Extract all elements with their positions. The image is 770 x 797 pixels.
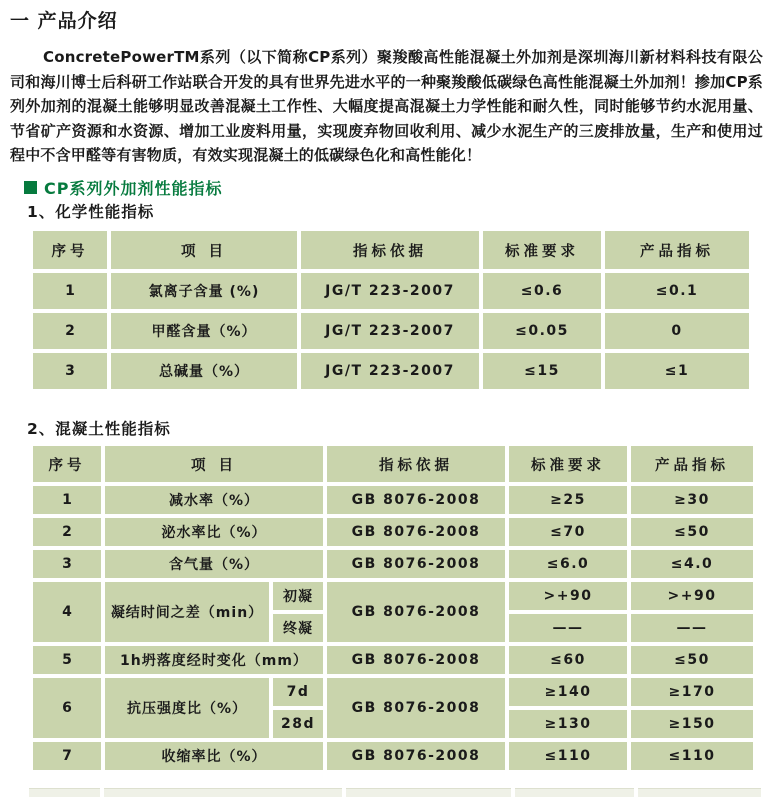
cell-product: ≥30 xyxy=(631,486,753,514)
cell-standard: ≤110 xyxy=(509,742,627,770)
cell-product: ≥170 xyxy=(631,678,753,706)
clipped-cell xyxy=(104,788,342,797)
concrete-table xyxy=(29,442,757,774)
cell-seq: 1 xyxy=(33,273,107,309)
cell-product: —— xyxy=(631,614,753,642)
cell-standard: ≥25 xyxy=(509,486,627,514)
cell-standard: ≥140 xyxy=(509,678,627,706)
table-row xyxy=(33,273,749,309)
cell-item: 抗压强度比（%） xyxy=(105,678,269,738)
cell-product: ≤110 xyxy=(631,742,753,770)
cell-item: 氯离子含量 (%) xyxy=(111,273,297,309)
table-row xyxy=(33,742,753,770)
cell-item: 泌水率比（%） xyxy=(105,518,323,546)
clipped-cell xyxy=(638,788,761,797)
section-header xyxy=(24,176,222,199)
cell-standard: ≤6.0 xyxy=(509,550,627,578)
cell-standard: ≥130 xyxy=(509,710,627,738)
cell-standard: ≤15 xyxy=(483,353,601,389)
chemical-table xyxy=(29,227,753,393)
cell-product: ≥150 xyxy=(631,710,753,738)
table-row-compressive-7d xyxy=(33,678,753,706)
concrete-table-title: 2、混凝土性能指标 xyxy=(27,420,171,438)
section-title: CP系列外加剂性能指标 xyxy=(44,179,223,198)
cell-seq: 7 xyxy=(33,742,101,770)
cell-basis: GB 8076-2008 xyxy=(327,582,505,642)
table-row xyxy=(33,353,749,389)
cell-basis: JG/T 223-2007 xyxy=(301,353,479,389)
cell-subitem-final-set: 终凝 xyxy=(273,614,323,642)
cell-basis: GB 8076-2008 xyxy=(327,646,505,674)
intro-paragraph: ConcretePowerTM系列（以下简称CP系列）聚羧酸高性能混凝土外加剂是深圳海川新材料科技有限公司和海川博士后科研工作站联合开发的具有世界先进水平的一种聚羧酸低碳绿色高性能混凝土外加剂！掺加CP系列外加剂的混凝土能够明显改善混凝土工作性、大幅度提高混凝土力学性能和耐久性，同时能够节约水泥用量、节省矿产资源和水资源、增加工业废料用量，实现废弃物回收利用、减少水泥生产的三废排放量，生产和使用过程中不含甲醛等有害物质，有效实现混凝土的低碳绿色化和高性能化！ xyxy=(10,48,763,164)
cell-seq: 3 xyxy=(33,353,107,389)
cell-item: 1h坍落度经时变化（mm） xyxy=(105,646,323,674)
table-row xyxy=(33,486,753,514)
cell-basis: GB 8076-2008 xyxy=(327,486,505,514)
cell-basis: GB 8076-2008 xyxy=(327,678,505,738)
cell-seq: 5 xyxy=(33,646,101,674)
cell-item: 减水率（%） xyxy=(105,486,323,514)
cell-seq: 6 xyxy=(33,678,101,738)
table-row xyxy=(33,518,753,546)
clipped-cell xyxy=(346,788,511,797)
header-cell-item: 项 目 xyxy=(111,231,297,269)
cell-product: 0 xyxy=(605,313,749,349)
cell-item: 凝结时间之差（min） xyxy=(105,582,269,642)
cell-item: 总碱量（%） xyxy=(111,353,297,389)
cell-product: ≤0.1 xyxy=(605,273,749,309)
cell-product: ≤1 xyxy=(605,353,749,389)
header-cell-seq: 序号 xyxy=(33,231,107,269)
clipped-cell xyxy=(515,788,634,797)
header-cell-product: 产品指标 xyxy=(631,446,753,482)
header-cell-item: 项 目 xyxy=(105,446,323,482)
table-header-row xyxy=(33,446,753,482)
section-bullet-icon xyxy=(24,181,37,194)
cell-seq: 2 xyxy=(33,518,101,546)
header-cell-basis: 指标依据 xyxy=(301,231,479,269)
table-header-row xyxy=(33,231,749,269)
cell-item: 收缩率比（%） xyxy=(105,742,323,770)
cell-basis: JG/T 223-2007 xyxy=(301,313,479,349)
header-cell-product: 产品指标 xyxy=(605,231,749,269)
cell-standard: ≤70 xyxy=(509,518,627,546)
header-cell-standard: 标准要求 xyxy=(483,231,601,269)
cell-subitem-7d: 7d xyxy=(273,678,323,706)
next-table-clipped-edge xyxy=(29,788,761,797)
cell-item: 甲醛含量（%） xyxy=(111,313,297,349)
cell-product: ≤50 xyxy=(631,646,753,674)
cell-basis: GB 8076-2008 xyxy=(327,550,505,578)
chemical-table-title: 1、化学性能指标 xyxy=(27,203,155,221)
header-cell-standard: 标准要求 xyxy=(509,446,627,482)
cell-subitem-28d: 28d xyxy=(273,710,323,738)
cell-product: ≤4.0 xyxy=(631,550,753,578)
cell-standard: ≤0.6 xyxy=(483,273,601,309)
table-row xyxy=(33,313,749,349)
cell-standard: ≤60 xyxy=(509,646,627,674)
cell-standard: —— xyxy=(509,614,627,642)
table-row xyxy=(33,646,753,674)
cell-seq: 1 xyxy=(33,486,101,514)
cell-item: 含气量（%） xyxy=(105,550,323,578)
cell-basis: JG/T 223-2007 xyxy=(301,273,479,309)
cell-standard: ≤0.05 xyxy=(483,313,601,349)
cell-standard: >+90 xyxy=(509,582,627,610)
cell-product: >+90 xyxy=(631,582,753,610)
header-cell-basis: 指标依据 xyxy=(327,446,505,482)
page-title: 一 产品介绍 xyxy=(10,10,118,32)
table-row xyxy=(33,550,753,578)
cell-seq: 2 xyxy=(33,313,107,349)
cell-seq: 4 xyxy=(33,582,101,642)
cell-basis: GB 8076-2008 xyxy=(327,742,505,770)
table-row-setting-time-initial xyxy=(33,582,753,610)
cell-product: ≤50 xyxy=(631,518,753,546)
cell-seq: 3 xyxy=(33,550,101,578)
header-cell-seq: 序号 xyxy=(33,446,101,482)
cell-subitem-initial-set: 初凝 xyxy=(273,582,323,610)
clipped-cell xyxy=(29,788,100,797)
cell-basis: GB 8076-2008 xyxy=(327,518,505,546)
